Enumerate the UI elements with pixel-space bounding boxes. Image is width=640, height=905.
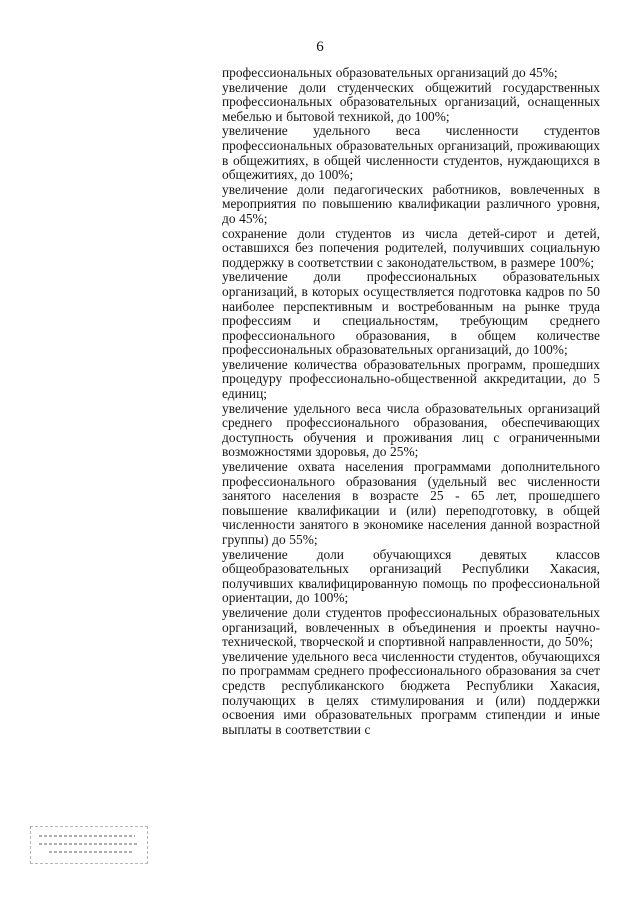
stamp-line [39,835,135,837]
stamp-line [49,851,133,853]
paragraph: увеличение удельного веса численности студентов профессиональных образовательных организаций, проживающих в общежитиях, в общей численности студентов, нуждающихся в общежитиях, до 100%; [222,123,600,183]
document-body [222,66,600,737]
paragraph: увеличение количества образовательных программ, прошедших процедуру профессионально-общественной аккредитации, до 5 единиц; [222,356,600,402]
paragraph: увеличение удельного веса численности студентов, обучающихся по программам среднего профессионального образования за счет средств республиканского бюджета Республики Хакасия, получающих в целях стимулирования и (или) поддержки освоения ими образовательных программ стипендии и иные выплаты в соответствии с [222,648,600,737]
paragraph: увеличение доли обучающихся девятых классов общеобразовательных организаций Республики Хакасия, получивших квалифицированную помощь по профессиональной ориентации, до 100%; [222,546,600,606]
paragraph: увеличение доли профессиональных образовательных организаций, в которых осуществляется подготовка кадров по 50 наиболее перспективным и востребованным на рынке труда профессиям и специальностям, требующим среднего профессионального образования, в общем количестве профессиональных образовательных организаций, до 100%; [222,269,600,358]
page-number: 6 [316,39,324,55]
paragraph: увеличение доли педагогических работников, вовлеченных в мероприятия по повышению квалификации различного уровня, до 45%; [222,181,600,226]
electronic-signature-stamp [30,826,148,864]
paragraph: увеличение доли студентов профессиональных образовательных организаций, вовлеченных в объединения и проекты научно-технической, творческой и спортивной направленности, до 50%; [222,604,600,650]
paragraph: профессиональных образовательных организаций до 45%; [222,65,558,80]
paragraph: увеличение охвата населения программами дополнительного профессионального образования (удельный вес численности занятого населения в возрасте 25 - 65 лет, прошедшего повышение квалификации и (или) переподготовку, в общей численности занятого в экономике населения данной возрастной группы) до 55%; [222,459,600,547]
paragraph: сохранение доли студентов из числа детей-сирот и детей, оставшихся без попечения родителей, получивших социальную поддержку в соответствии с законодательством, в размере 100%; [222,225,600,270]
stamp-line [39,843,139,845]
paragraph: увеличение доли студенческих общежитий государственных профессиональных образовательных организаций, оснащенных мебелью и бытовой техникой, до 100%; [222,79,600,124]
paragraph: увеличение удельного веса числа образовательных организаций среднего профессионального образования, обеспечивающих доступность обучения и проживания лиц с ограниченными возможностями здоровья, до 25%; [222,400,600,460]
